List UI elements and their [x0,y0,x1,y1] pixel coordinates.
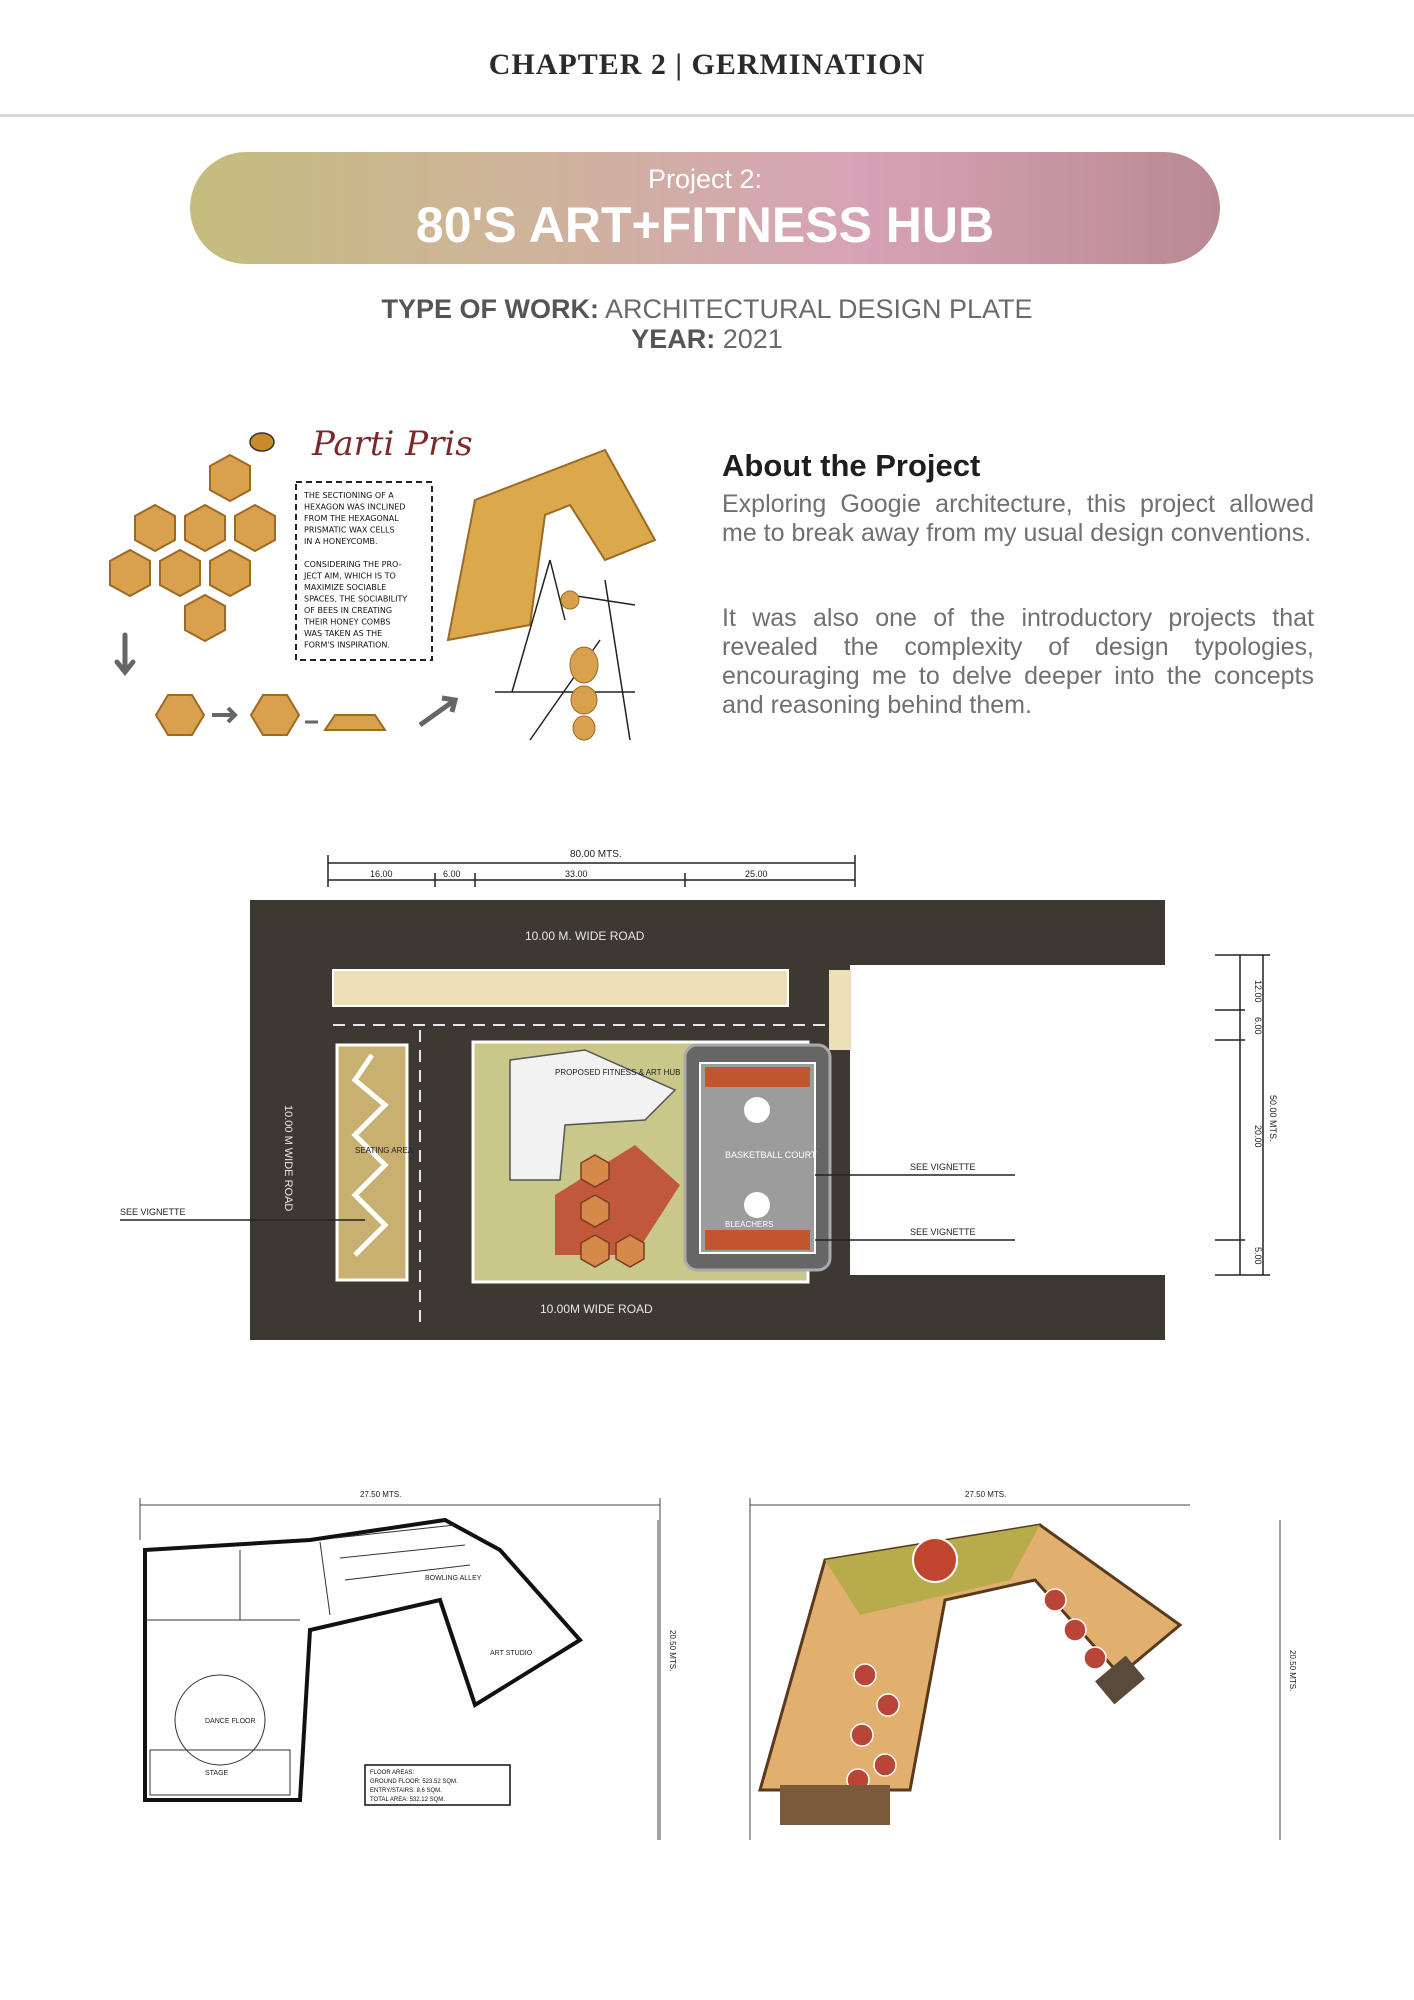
right-dim-3: 20.00 [1253,1125,1263,1148]
vignette-right-1: SEE VIGNETTE [910,1162,976,1172]
type-label: TYPE OF WORK: [381,294,599,324]
hexagon-step-1 [156,695,204,735]
parti-title: Parti Pris [312,424,473,464]
roof-right-dim: 20.50 MTS. [1288,1650,1297,1692]
right-dim-total: 50.00 MTS. [1268,1095,1278,1142]
project-year [0,324,1414,355]
floor-right-dim: 20.50 MTS. [668,1630,677,1672]
area-line-3: ENTRY/STAIRS: 8.6 SQM. [370,1788,442,1794]
hexagon-section [325,715,385,730]
floor-plan [110,1480,680,1860]
seating-area [337,1045,407,1280]
hexagon-cell [235,505,275,551]
dance-label: DANCE FLOOR [205,1718,256,1725]
bleachers-top [705,1067,810,1087]
hexagon-cell [185,505,225,551]
road-left-label: 10.00 M WIDE ROAD [282,1105,294,1212]
court-label: BASKETBALL COURT [725,1150,817,1160]
road-top-label: 10.00 M. WIDE ROAD [525,929,645,943]
top-planting-strip [333,970,788,1006]
art-label: ART STUDIO [490,1650,533,1657]
right-planting-strip [829,970,851,1050]
parti-note-line: MAXIMIZE SOCIABLE [304,583,387,592]
floor-outline [145,1520,580,1800]
bleachers-bottom [705,1230,810,1250]
bowling-label: BOWLING ALLEY [425,1575,482,1582]
dim-3: 33.00 [565,869,588,879]
parti-note-line: IN A HONEYCOMB. [304,537,378,546]
roof-plan [740,1480,1300,1860]
about-paragraph-2: It was also one of the introductory projects that revealed the complexity of design typologies, encouraging me to delve deeper into the concepts and reasoning behind them. [722,604,1314,719]
umbrella-icon [913,1538,957,1582]
area-line-4: TOTAL AREA: 532.12 SQM. [370,1797,445,1803]
hexagon-cell [160,550,200,596]
page-header [0,0,1414,116]
floor-top-dim: 27.50 MTS. [360,1490,402,1499]
arrow-up-right-icon [420,698,455,725]
right-dimension-line [1215,955,1270,1275]
hexagon-step-2 [251,695,299,735]
parti-note-line: PRISMATIC WAX CELLS [304,525,395,535]
parti-note-line: JECT AIM, WHICH IS TO [304,571,396,581]
header-divider [0,114,1414,117]
project-banner [190,152,1220,264]
type-of-work [0,294,1414,325]
parti-note-line: WAS TAKEN AS THE [304,629,383,638]
road-bottom-label: 10.00M WIDE ROAD [540,1302,653,1316]
parti-note-line: SPACES, THE SOCIABILITY [304,594,408,604]
project-subtitle: Project 2: [647,164,763,194]
hexagon-cell [185,595,225,641]
roof-top-dim: 27.50 MTS. [965,1490,1007,1499]
parti-note-line: CONSIDERING THE PRO- [304,560,402,569]
parti-pris-sketch [100,410,660,760]
chapter-title: CHAPTER 2 | GERMINATION [488,48,926,81]
hexagon-cell [110,550,150,596]
arrow-down-icon [117,635,133,672]
front-steps [780,1785,890,1825]
about-paragraph-1: Exploring Googie architecture, this project allowed me to break away from my usual design conventions. [722,490,1314,547]
parti-note-line: HEXAGON WAS INCLINED [304,502,406,512]
year-value: 2021 [722,324,783,354]
parti-note-line: THE SECTIONING OF A [304,491,394,500]
hexagon-cell [210,455,250,501]
type-value: ARCHITECTURAL DESIGN PLATE [604,294,1033,324]
stage-label: STAGE [205,1770,229,1777]
right-dim-4: 5.00 [1253,1247,1263,1265]
right-dim-2: 6.00 [1253,1017,1263,1035]
vignette-right-2: SEE VIGNETTE [910,1227,976,1237]
proposed-label: PROPOSED FITNESS & ART HUB [555,1068,681,1077]
bee-icon [250,433,274,451]
dim-4: 25.00 [745,869,768,879]
area-line-1: FLOOR AREAS: [370,1770,415,1776]
parti-note-line: FROM THE HEXAGONAL [304,514,399,523]
dim-total: 80.00 MTS. [570,849,622,860]
bleachers-label: BLEACHERS [725,1220,774,1229]
vignette-left: SEE VIGNETTE [120,1207,186,1217]
right-dim-1: 12.00 [1253,980,1263,1003]
hexagon-cell [210,550,250,596]
site-plan [115,835,1278,1355]
boomerang-form [448,450,655,640]
parti-note-line: OF BEES IN CREATING [304,606,393,615]
parti-note-line: FORM'S INSPIRATION. [304,640,390,650]
area-line-2: GROUND FLOOR: 523.52 SQM. [370,1779,458,1785]
arrow-right-icon [212,708,235,722]
project-title: 80'S ART+FITNESS HUB [415,197,995,253]
dim-1: 16.00 [370,869,393,879]
seating-label: SEATING AREA [355,1146,414,1155]
parti-note-line: THEIR HONEY COMBS [304,617,391,627]
about-title: About the Project [722,448,981,483]
hexagon-cell [135,505,175,551]
year-label: YEAR: [631,324,716,354]
dim-2: 6.00 [443,869,461,879]
